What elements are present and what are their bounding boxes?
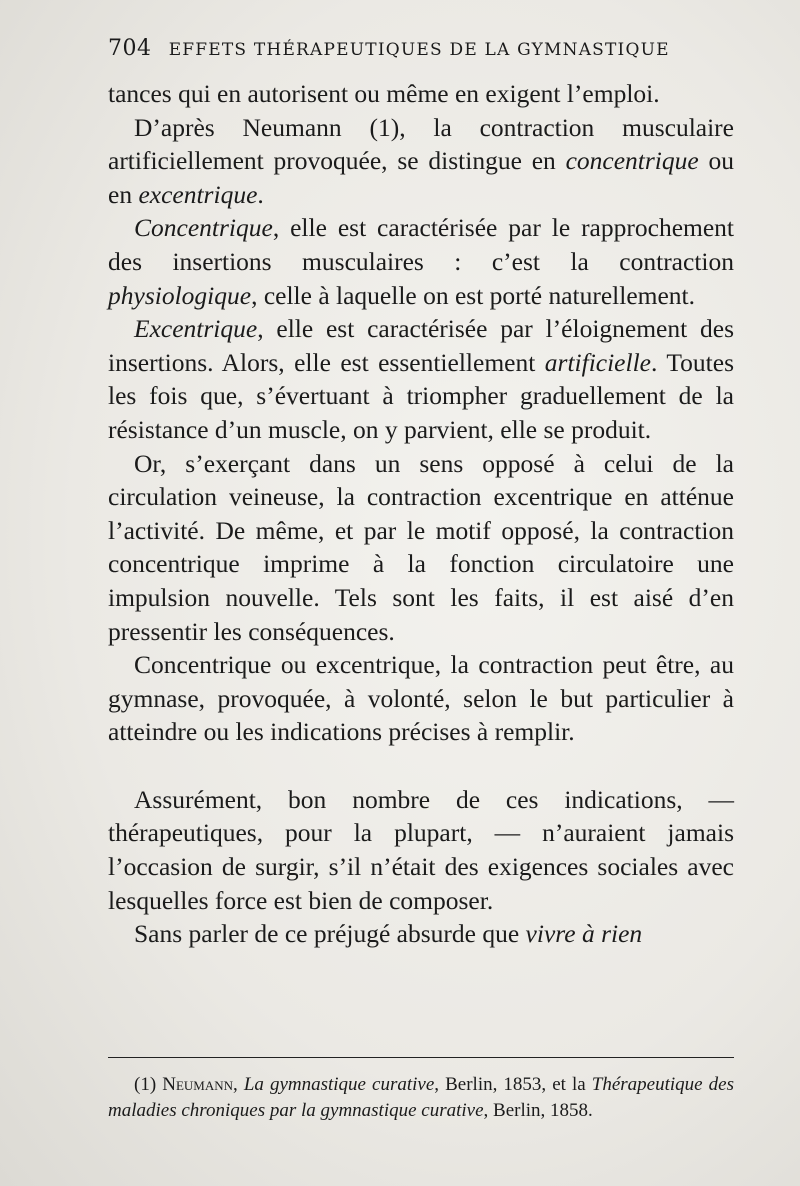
footnote-work-title: Thérapeutique des maladies chroniques par la gymnastique curative xyxy=(108,1074,734,1121)
footnote-divider xyxy=(108,1057,734,1058)
text-run: , celle à laquelle on est porté naturellement. xyxy=(251,280,696,310)
footnote xyxy=(108,1072,734,1124)
italic-term: Excentrique xyxy=(134,314,258,344)
text-run: . Toutes les fois que, s’évertuant à triompher graduellement de la résistance d’un muscle, on y parvient, elle se produit. xyxy=(108,347,734,444)
footnote-text xyxy=(108,1072,734,1124)
running-title: EFFETS THÉRAPEUTIQUES DE LA GYMNASTIQUE xyxy=(168,40,670,60)
text-run: Assurément, bon nombre de ces indications, — thérapeutiques, pour la plupart, — n’auraient jamais l’occasion de surgir, s’il n’était des exigences sociales avec lesquelles force est bien de composer. xyxy=(108,784,734,915)
page-header xyxy=(108,36,708,61)
text-run: , Berlin, 1853, et la xyxy=(434,1074,592,1095)
footnote-marker: (1) xyxy=(134,1074,163,1095)
italic-term: excentrique xyxy=(138,179,258,209)
footnote-author: Neumann xyxy=(162,1074,233,1095)
paragraph-2 xyxy=(108,111,734,212)
italic-term: concentrique xyxy=(565,146,699,176)
paragraph-3 xyxy=(108,211,734,312)
text-run: , Berlin, 1858. xyxy=(483,1100,593,1121)
paragraph-4 xyxy=(108,312,734,446)
paragraph-8 xyxy=(108,917,734,951)
italic-term: vivre à rien xyxy=(525,919,643,949)
text-run: . xyxy=(257,179,264,209)
paragraph-5 xyxy=(108,447,734,649)
text-run: ou en xyxy=(108,146,735,209)
paragraph-7 xyxy=(108,783,734,917)
text-run: Or, s’exerçant dans un sens opposé à celui de la circulation veineuse, la contraction excentrique en atténue l’activité. De même, et par le motif opposé, la contraction concentrique imprime à la fonction circulatoire une impulsion nouvelle. Tels sont les faits, il est aisé d’en pressentir les conséquences. xyxy=(108,448,734,646)
paragraph-1 xyxy=(108,77,734,111)
italic-term: Concentrique xyxy=(134,213,273,243)
page-number: 704 xyxy=(108,36,152,61)
footnote-work-title: La gymnastique curative xyxy=(243,1074,435,1095)
italic-term: physiologique xyxy=(108,280,252,310)
text-run: D’après Neumann (1), la contraction musculaire artificiellement provoquée, se distingue en xyxy=(108,112,734,176)
main-text xyxy=(108,77,734,951)
text-run: tances qui en autorisent ou même en exigent l’emploi. xyxy=(108,79,660,108)
text-run: , elle est caractérisée par le rapprochement des insertions musculaires : c’est la contraction xyxy=(108,213,734,276)
paragraph-6 xyxy=(108,648,734,749)
text-run: , xyxy=(233,1074,244,1095)
text-run: Sans parler de ce préjugé absurde que xyxy=(134,919,526,949)
text-run: , elle est caractérisée par l’éloignement des insertions. Alors, elle est essentiellement xyxy=(108,314,734,377)
italic-term: artificielle xyxy=(544,347,651,377)
text-run: Concentrique ou excentrique, la contraction peut être, au gymnase, provoquée, à volonté, selon le but particulier à atteindre ou les indications précises à remplir. xyxy=(108,650,734,747)
